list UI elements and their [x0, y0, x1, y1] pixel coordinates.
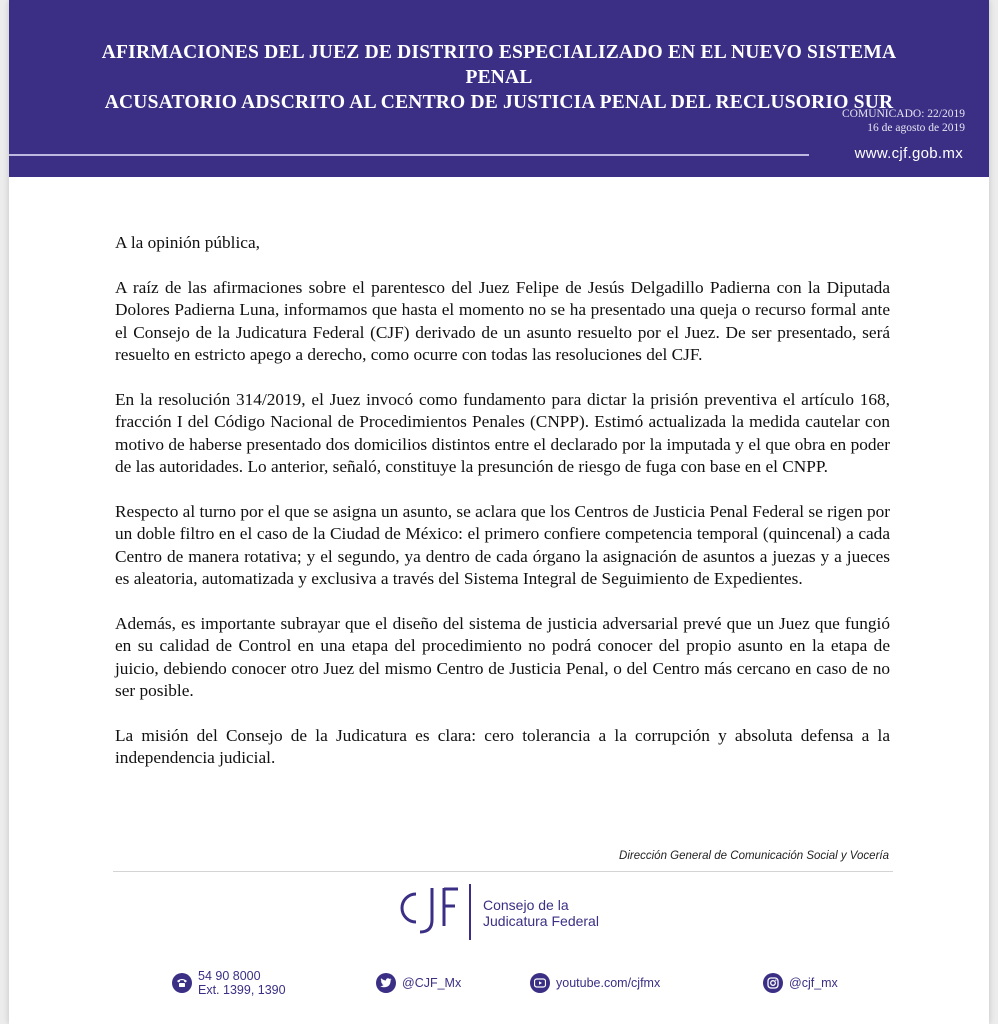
- release-date: 16 de agosto de 2019: [867, 122, 965, 134]
- header-banner: [9, 0, 989, 177]
- press-release-page: [9, 0, 989, 1024]
- release-meta: [842, 107, 965, 135]
- phone-extension: Ext. 1399, 1390: [198, 983, 286, 997]
- title-line-1: AFIRMACIONES DEL JUEZ DE DISTRITO ESPECIALIZADO EN EL NUEVO SISTEMA: [101, 42, 897, 63]
- youtube-link[interactable]: [530, 966, 660, 1000]
- phone-text: [198, 969, 286, 997]
- contact-phone: [172, 966, 286, 1000]
- paragraph-1: A raíz de las afirmaciones sobre el parentesco del Juez Felipe de Jesús Delgadillo Padierna con la Diputada Dolores Padierna Luna, informamos que hasta el momento no se ha presentado una queja o recurso formal ante el Consejo de la Judicatura Federal (CJF) derivado de un asunto resuelto por el Juez. De ser presentado, será resuelto en estricto apego a derecho, como ocurre con todas las resoluciones del CJF.: [115, 277, 890, 364]
- release-title: [39, 40, 959, 115]
- paragraph-4: Además, es importante subrayar que el diseño del sistema de justicia adversarial prevé que un Juez que fungió en su calidad de Control en una etapa del procedimiento no podrá conocer del propio asunto en la etapa de juicio, debiendo conocer otro Juez del mismo Centro de Justicia Penal, o del Centro más cercano en caso de no ser posible.: [115, 613, 890, 700]
- phone-icon: [172, 973, 192, 993]
- twitter-handle: @CJF_Mx: [402, 976, 462, 990]
- instagram-link[interactable]: [763, 966, 838, 1000]
- instagram-handle: @cjf_mx: [789, 976, 838, 990]
- twitter-link[interactable]: [376, 966, 461, 1000]
- website-link[interactable]: www.cjf.gob.mx: [854, 145, 963, 162]
- footer-divider: [113, 871, 893, 872]
- twitter-icon: [376, 973, 396, 993]
- greeting: A la opinión pública,: [115, 233, 260, 252]
- cjf-logo-icon: [392, 880, 462, 942]
- header-divider: [9, 154, 809, 156]
- release-number: COMUNICADO: 22/2019: [842, 108, 965, 120]
- paragraph-2: En la resolución 314/2019, el Juez invocó como fundamento para dictar la prisión preventiva el artículo 168, fracción I del Código Nacional de Procedimientos Penales (CNPP). Estimó actualizada la medida cautelar con motivo de haberse presentado dos domicilios distintos entre el declarado por la imputada y el que obra en poder de las autoridades. Lo anterior, señaló, constituye la presunción de riesgo de fuga con base en el CNPP.: [115, 389, 890, 476]
- release-body: [115, 232, 890, 792]
- logo-divider: [469, 884, 471, 940]
- logo-wordmark: [483, 897, 599, 929]
- phone-number: 54 90 8000: [198, 969, 261, 983]
- logo-line-1: Consejo de la: [483, 897, 569, 913]
- instagram-icon: [763, 973, 783, 993]
- youtube-icon: [530, 973, 550, 993]
- youtube-url: youtube.com/cjfmx: [556, 976, 661, 990]
- signature: Dirección General de Comunicación Social y Vocería: [619, 850, 889, 862]
- paragraph-3: Respecto al turno por el que se asigna un asunto, se aclara que los Centros de Justicia Penal Federal se rigen por un doble filtro en el caso de la Ciudad de México: el primero confiere competencia temporal (quincenal) a cada Centro de manera rotativa; y el segundo, ya dentro de cada órgano la asignación de asuntos a juezas y a jueces es aleatoria, automatizada y exclusiva a través del Sistema Integral de Seguimiento de Expedientes.: [115, 501, 890, 588]
- logo-line-2: Judicatura Federal: [483, 913, 599, 929]
- title-line-2: PENAL: [465, 67, 533, 88]
- title-line-3: ACUSATORIO ADSCRITO AL CENTRO DE JUSTICIA PENAL DEL RECLUSORIO SUR: [104, 92, 894, 113]
- paragraph-5: La misión del Consejo de la Judicatura es clara: cero tolerancia a la corrupción y absoluta defensa a la independencia judicial.: [115, 725, 890, 767]
